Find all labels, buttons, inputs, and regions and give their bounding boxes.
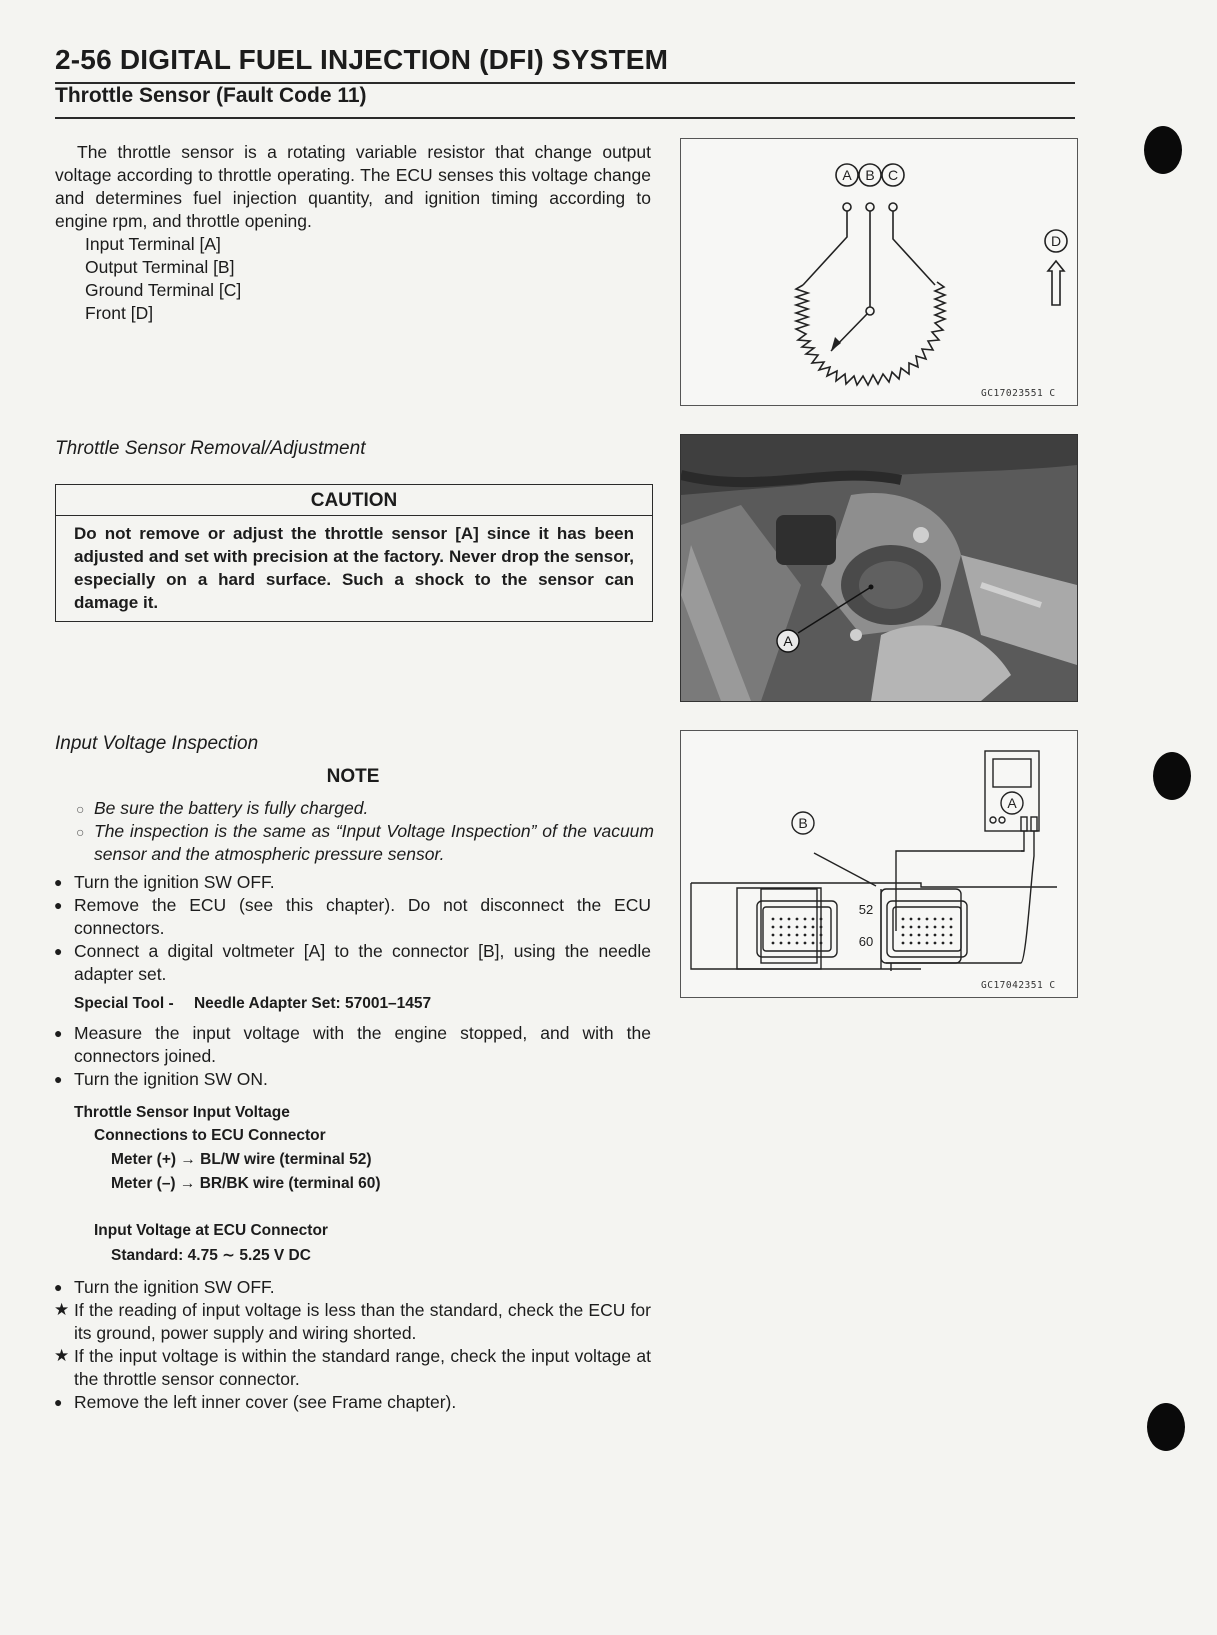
step-item xyxy=(54,1276,651,1299)
label-d: D xyxy=(1050,233,1062,249)
legend-item: Output Terminal [B] xyxy=(85,257,235,277)
connector-label-b: B xyxy=(798,815,808,831)
step-text: Turn the ignition SW OFF. xyxy=(74,872,275,892)
terminal-60-label: 60 xyxy=(858,934,874,949)
label-b: B xyxy=(865,167,875,183)
meter-minus-line: Meter (–) → BR/BK wire (terminal 60) xyxy=(111,1175,381,1192)
figure-code: GC17023551 C xyxy=(981,388,1056,399)
binder-hole-top xyxy=(1144,126,1182,174)
special-tool-value: Needle Adapter Set: 57001–1457 xyxy=(193,995,432,1012)
removal-heading: Throttle Sensor Removal/Adjustment xyxy=(55,438,366,459)
step-text: Turn the ignition SW ON. xyxy=(74,1069,268,1089)
bullet-icon: ● xyxy=(54,1025,63,1041)
step-item xyxy=(54,1299,651,1345)
step-item xyxy=(54,1391,651,1414)
spec2-value: Standard: 4.75 ∼ 5.25 V DC xyxy=(111,1247,311,1264)
step-item xyxy=(54,1022,651,1068)
caution-title: CAUTION xyxy=(56,485,652,516)
special-tool-line xyxy=(74,995,431,1013)
step-item xyxy=(54,940,651,986)
legend-item: Ground Terminal [C] xyxy=(85,280,242,300)
hollow-circle-icon: ○ xyxy=(76,801,85,817)
step-text: Measure the input voltage with the engine stopped, and with the connectors joined. xyxy=(74,1023,651,1066)
schematic-drawing xyxy=(681,139,1077,405)
step-item xyxy=(54,1345,651,1391)
legend-item: Front [D] xyxy=(85,303,154,323)
legend-item: Input Terminal [A] xyxy=(85,234,221,254)
photo-drawing xyxy=(681,435,1077,701)
note-title: NOTE xyxy=(326,766,380,787)
star-icon: ★ xyxy=(54,1300,70,1319)
meter-label-a: A xyxy=(1007,795,1017,811)
caution-box xyxy=(55,484,653,622)
spec1-subtitle: Connections to ECU Connector xyxy=(94,1127,326,1144)
figure-code: GC17042351 C xyxy=(981,980,1056,991)
special-tool-label: Special Tool - xyxy=(74,995,174,1012)
label-c: C xyxy=(887,167,899,183)
step-text: If the input voltage is within the standard range, check the input voltage at the throttle sensor connector. xyxy=(74,1346,651,1389)
wiring-drawing xyxy=(681,731,1077,997)
bullet-icon: ● xyxy=(54,1394,63,1410)
step-text: Remove the left inner cover (see Frame chapter). xyxy=(74,1392,457,1412)
binder-hole-bottom xyxy=(1147,1403,1185,1451)
spec1-title: Throttle Sensor Input Voltage xyxy=(74,1104,290,1121)
bullet-icon: ● xyxy=(54,1071,63,1087)
voltmeter-connection-diagram xyxy=(680,730,1078,998)
note-text: The inspection is the same as “Input Voltage Inspection” of the vacuum sensor and the atmospheric pressure sensor. xyxy=(94,821,654,864)
page-title: 2-56 DIGITAL FUEL INJECTION (DFI) SYSTEM xyxy=(55,44,669,75)
note-item xyxy=(76,797,654,820)
throttle-sensor-photo xyxy=(680,434,1078,702)
step-item xyxy=(54,871,651,894)
inspection-heading: Input Voltage Inspection xyxy=(55,733,259,754)
step-text: If the reading of input voltage is less than the standard, check the ECU for its ground, power supply and wiring shorted. xyxy=(74,1300,651,1343)
bullet-icon: ● xyxy=(54,897,63,913)
bullet-icon: ● xyxy=(54,943,63,959)
caution-text: Do not remove or adjust the throttle sensor [A] since it has been adjusted and set with precision at the factory. Never drop the sensor, especially on a hard surface. Such a shock to the sensor can damage it. xyxy=(74,524,634,612)
label-a: A xyxy=(842,167,852,183)
section-rule xyxy=(55,117,1075,119)
spec2-title: Input Voltage at ECU Connector xyxy=(94,1222,328,1239)
step-text: Remove the ECU (see this chapter). Do not disconnect the ECU connectors. xyxy=(74,895,651,938)
step-item xyxy=(54,894,651,940)
terminal-52-label: 52 xyxy=(858,902,874,917)
terminal-legend xyxy=(85,233,241,325)
note-item xyxy=(76,820,654,866)
meter-plus-line: Meter (+) → BL/W wire (terminal 52) xyxy=(111,1151,372,1168)
step-item xyxy=(54,1068,651,1091)
star-icon: ★ xyxy=(54,1346,70,1365)
photo-label-a: A xyxy=(783,633,793,649)
throttle-sensor-schematic xyxy=(680,138,1078,406)
note-text: Be sure the battery is fully charged. xyxy=(94,798,369,818)
step-text: Connect a digital voltmeter [A] to the connector [B], using the needle adapter set. xyxy=(74,941,651,984)
hollow-circle-icon: ○ xyxy=(76,824,85,840)
intro-paragraph: The throttle sensor is a rotating variable resistor that change output voltage according to throttle operating. The ECU senses this voltage change and determines fuel injection quantity, and ignition timing according to engine rpm, and throttle opening. xyxy=(55,142,651,231)
binder-hole-middle xyxy=(1153,752,1191,800)
section-title: Throttle Sensor (Fault Code 11) xyxy=(55,84,367,107)
step-text: Turn the ignition SW OFF. xyxy=(74,1277,275,1297)
bullet-icon: ● xyxy=(54,1279,63,1295)
bullet-icon: ● xyxy=(54,874,63,890)
